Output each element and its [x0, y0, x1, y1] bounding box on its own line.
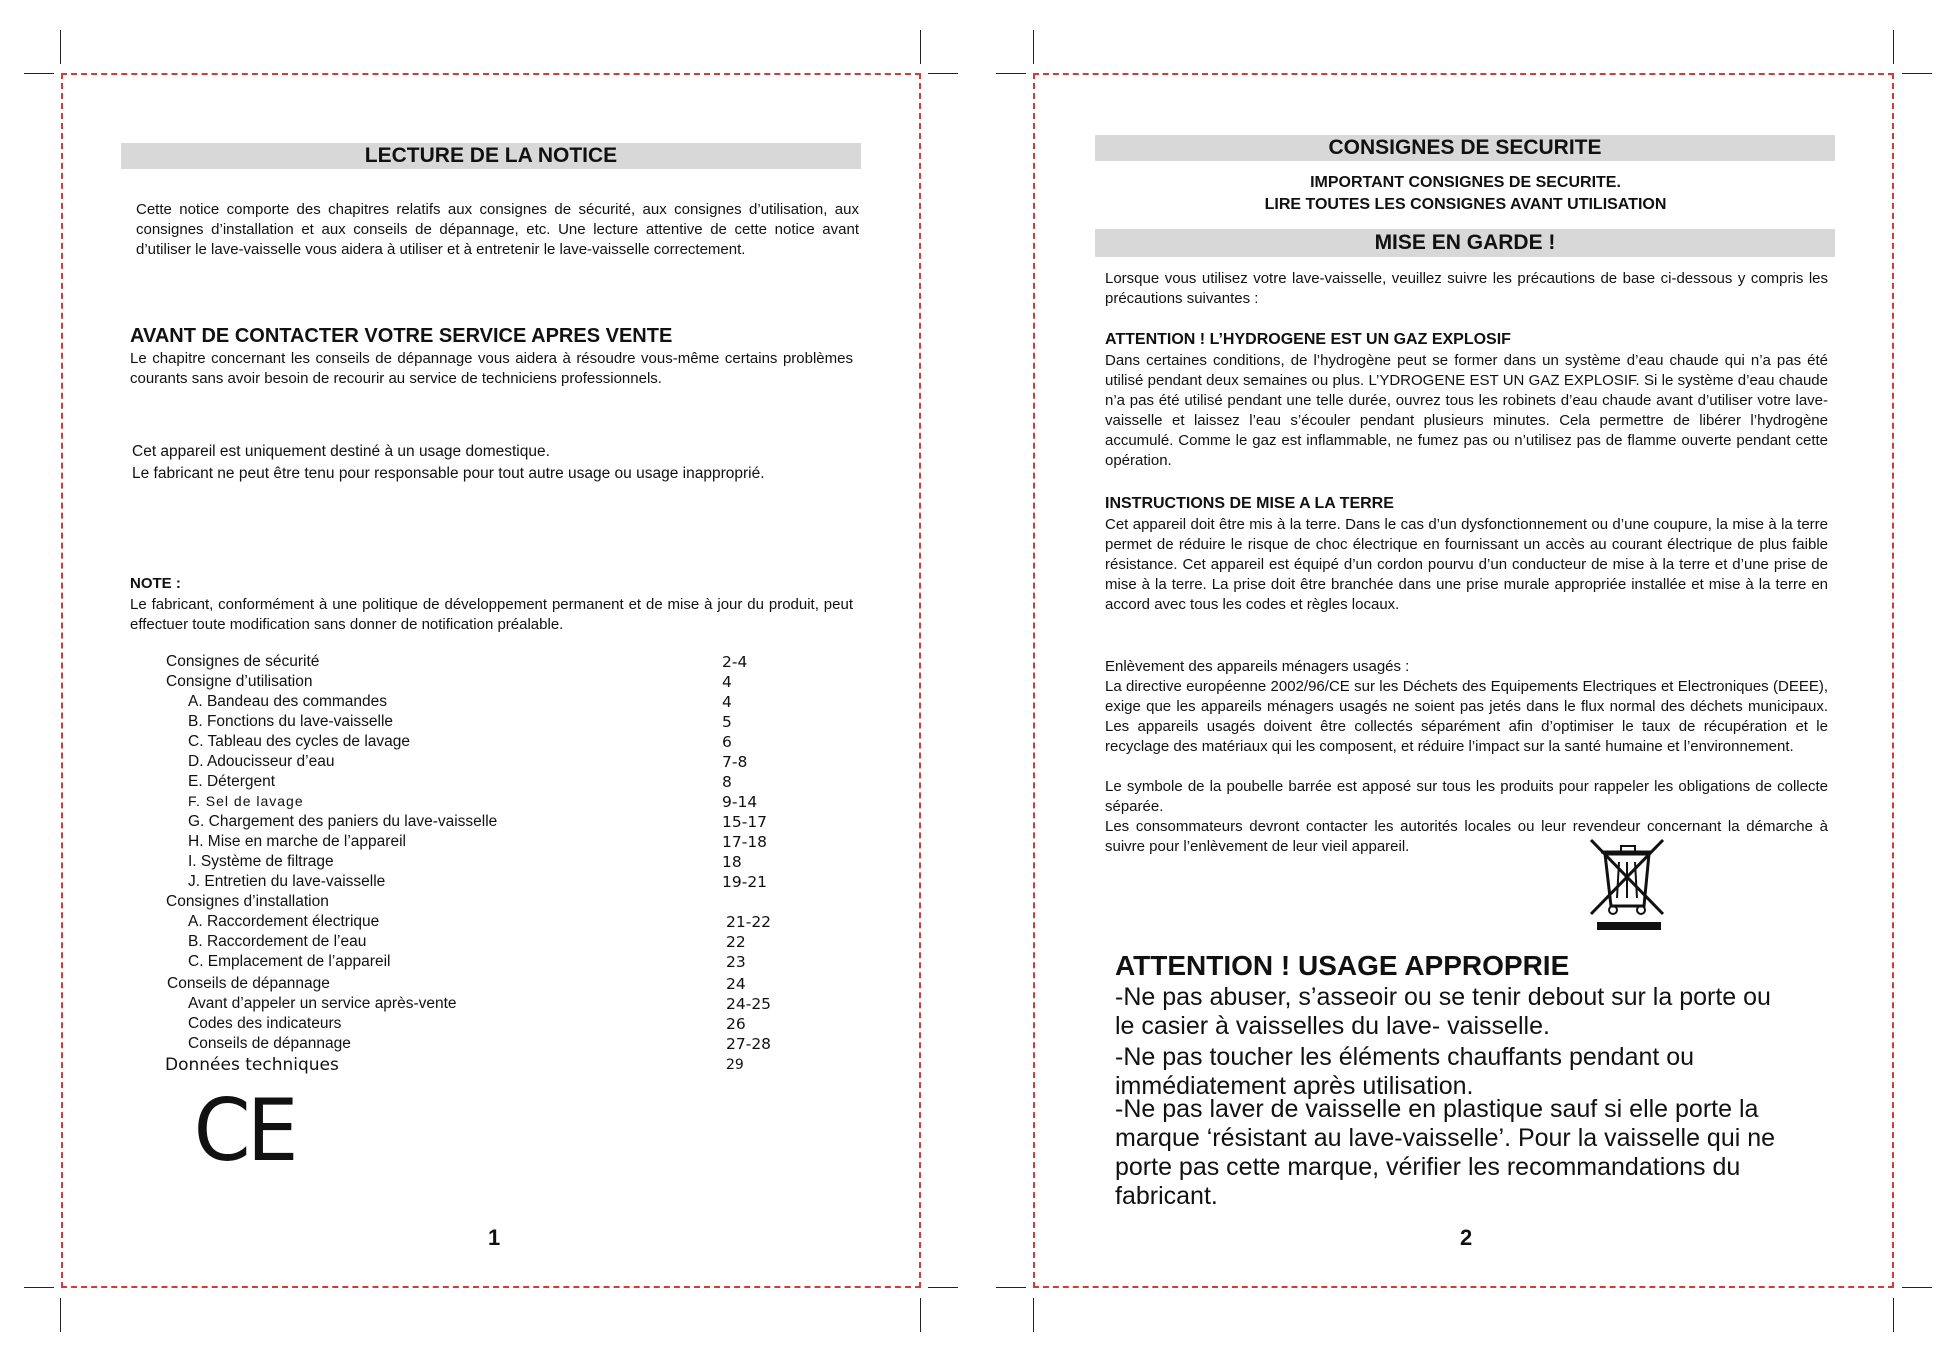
service-heading: AVANT DE CONTACTER VOTRE SERVICE APRES VENTE	[130, 325, 673, 347]
crop-mark	[1902, 1287, 1932, 1288]
earthing-heading: INSTRUCTIONS DE MISE A LA TERRE	[1105, 495, 1394, 512]
toc-page: 23	[726, 953, 746, 971]
liability-line: Le fabricant ne peut être tenu pour responsable pour tout autre usage ou usage inapproprié.	[132, 465, 765, 482]
toc-page: 22	[726, 933, 746, 951]
crop-mark	[1033, 30, 1034, 64]
toc-item: Conseils de dépannage	[167, 975, 330, 992]
toc-item: B. Raccordement de l’eau	[188, 933, 367, 950]
disposal-paragraph: La directive européenne 2002/96/CE sur les Déchets des Equipements Electriques et Electroniques (DEEE), exige que les appareils ménagers usagés ne soient pas jetés dans le flux normal des déchets municipaux. Les appareils usagés doivent être collectés séparément afin d’optimiser le taux de récupération et le recyclage des matériaux qui les composent, et réduire l’impact sur la santé humaine et l’environnement.	[1105, 678, 1828, 755]
page-number: 2	[1460, 1225, 1473, 1250]
warning-band: MISE EN GARDE !	[1095, 229, 1835, 257]
toc-page: 9-14	[722, 793, 758, 811]
warning-intro: Lorsque vous utilisez votre lave-vaisselle, veuillez suivre les précautions de base ci-dessous y compris les précautions suivantes :	[1105, 270, 1828, 307]
toc-page: 24	[726, 975, 746, 993]
toc-item: C. Emplacement de l’appareil	[188, 953, 391, 970]
page-2-title: CONSIGNES DE SECURITE	[1095, 135, 1835, 161]
toc-page: 8	[722, 773, 732, 791]
crop-mark	[928, 1287, 958, 1288]
toc-item: Consigne d’utilisation	[166, 673, 313, 690]
toc-item: I. Système de filtrage	[188, 853, 334, 870]
toc-item: Consignes de sécurité	[166, 653, 320, 670]
crop-mark	[920, 1298, 921, 1332]
toc-item: F. Sel de lavage	[188, 793, 304, 809]
usage-heading: ATTENTION ! USAGE APPROPRIE	[1115, 950, 1570, 981]
disposal-heading: Enlèvement des appareils ménagers usagés :	[1105, 658, 1410, 675]
crop-mark	[24, 73, 54, 74]
note-heading: NOTE :	[130, 575, 181, 592]
toc-page: 27-28	[726, 1035, 772, 1053]
toc-item: J. Entretien du lave-vaisselle	[188, 873, 386, 890]
toc-item: C. Tableau des cycles de lavage	[188, 733, 411, 750]
crop-mark	[1893, 1298, 1894, 1332]
toc-page: 24-25	[726, 995, 772, 1013]
toc-item: Codes des indicateurs	[188, 1015, 342, 1032]
toc-page: 26	[726, 1015, 746, 1033]
ce-mark-logo: CE	[193, 1081, 295, 1181]
toc-page: 2-4	[722, 653, 748, 671]
toc-page: 4	[722, 673, 732, 691]
page-1	[61, 73, 921, 1288]
crossed-bin-icon	[1589, 838, 1669, 932]
toc-page: 21-22	[726, 913, 772, 931]
disposal-symbol-paragraph: Le symbole de la poubelle barrée est apposé sur tous les produits pour rappeler les obligations de collecte séparée.	[1105, 778, 1828, 815]
crop-mark	[1033, 1298, 1034, 1332]
earthing-paragraph: Cet appareil doit être mis à la terre. Dans le cas d’un dysfonctionnement ou d’une coupure, la mise à la terre permet de réduire le risque de choc électrique en fournissant un accès au courant électrique de plus faible résistance. Cet appareil est équipé d’un cordon pourvu d’un conducteur de mise à la terre et d’une prise de mise à la terre. La prise doit être branchée dans une prise murale appropriée installée et mise à la terre en accord avec tous les codes et règles locaux.	[1105, 516, 1828, 613]
toc-item: Avant d’appeler un service après-vente	[188, 995, 457, 1012]
hydrogen-paragraph: Dans certaines conditions, de l’hydrogène peut se former dans un système d’eau chaude qui n’a pas été utilisé pendant deux semaines ou plus. L’YDROGENE EST UN GAZ EXPLOSIF. Si le système d’eau chaude n’a pas été utilisé pendant une telle durée, ouvrez tous les robinets d’eau chaude avant d’utiliser votre lave-vaisselle et laissez l’eau s’écouler pendant plusieurs minutes. Cela permettre de libérer l’hydrogène accumulé. Comme le gaz est inflammable, ne fumez pas ou n’utilisez pas de flamme ouverte pendant cette opération.	[1105, 352, 1828, 469]
usage-item: -Ne pas abuser, s’asseoir ou se tenir debout sur la porte ou le casier à vaisselles du lave- vaisselle.	[1115, 983, 1771, 1040]
toc-item: E. Détergent	[188, 773, 276, 790]
crop-mark	[920, 30, 921, 64]
crop-mark	[24, 1287, 54, 1288]
toc-item: D. Adoucisseur d’eau	[188, 753, 335, 770]
toc-page: 29	[726, 1057, 744, 1073]
toc-page: 7-8	[722, 753, 748, 771]
toc-item: Consignes d’installation	[166, 893, 329, 910]
usage-item: -Ne pas laver de vaisselle en plastique sauf si elle porte la marque ‘résistant au lave-vaisselle’. Pour la vaisselle qui ne porte pas cette marque, vérifier les recommandations du fabricant.	[1115, 1095, 1776, 1210]
toc-page: 19-21	[722, 873, 768, 891]
safety-subtitle-2: LIRE TOUTES LES CONSIGNES AVANT UTILISATION	[1264, 196, 1667, 213]
toc-page: 18	[722, 853, 742, 871]
toc-item: B. Fonctions du lave-vaisselle	[188, 713, 394, 730]
toc-item: A. Bandeau des commandes	[188, 693, 388, 710]
crop-mark	[60, 1298, 61, 1332]
page-2	[1033, 73, 1894, 1288]
hydrogen-heading: ATTENTION ! L’HYDROGENE EST UN GAZ EXPLOSIF	[1105, 331, 1511, 348]
toc-item: Données techniques	[165, 1055, 339, 1075]
toc-item: G. Chargement des paniers du lave-vaisselle	[188, 813, 498, 830]
disposal-contact-paragraph: Les consommateurs devront contacter les autorités locales ou leur revendeur concernant la démarche à suivre pour l’enlèvement de leur vieil appareil.	[1105, 818, 1828, 855]
crop-mark	[1902, 73, 1932, 74]
crop-mark	[1893, 30, 1894, 64]
domestic-use-line: Cet appareil est uniquement destiné à un usage domestique.	[132, 443, 550, 460]
intro-paragraph: Cette notice comporte des chapitres relatifs aux consignes de sécurité, aux consignes d’utilisation, aux consignes d’installation et aux conseils de dépannage, etc. Une lecture attentive de cette notice avant d’utiliser le lave-vaisselle vous aidera à utiliser et à entretenir le lave-vaisselle correctement.	[136, 201, 859, 258]
note-paragraph: Le fabricant, conformément à une politique de développement permanent et de mise à jour du produit, peut effectuer toute modification sans donner de notification préalable.	[130, 596, 853, 633]
crop-mark	[928, 73, 958, 74]
service-paragraph: Le chapitre concernant les conseils de dépannage vous aidera à résoudre vous-même certains problèmes courants sans avoir besoin de recourir au service de techniciens professionnels.	[130, 350, 853, 387]
page-1-title: LECTURE DE LA NOTICE	[121, 143, 861, 169]
crop-mark	[996, 1287, 1026, 1288]
toc-page: 5	[722, 713, 732, 731]
toc-item: Conseils de dépannage	[188, 1035, 351, 1052]
safety-subtitle: IMPORTANT CONSIGNES DE SECURITE.	[1310, 174, 1621, 191]
usage-item: -Ne pas toucher les éléments chauffants pendant ou immédiatement après utilisation.	[1115, 1043, 1695, 1100]
toc-page: 6	[722, 733, 732, 751]
page-number: 1	[488, 1225, 501, 1250]
toc-item: H. Mise en marche de l’appareil	[188, 833, 406, 850]
crop-mark	[60, 30, 61, 64]
toc-page: 4	[722, 693, 732, 711]
toc-page: 17-18	[722, 833, 768, 851]
toc-item: A. Raccordement électrique	[188, 913, 380, 930]
crop-mark	[996, 73, 1026, 74]
toc-page: 15-17	[722, 813, 768, 831]
